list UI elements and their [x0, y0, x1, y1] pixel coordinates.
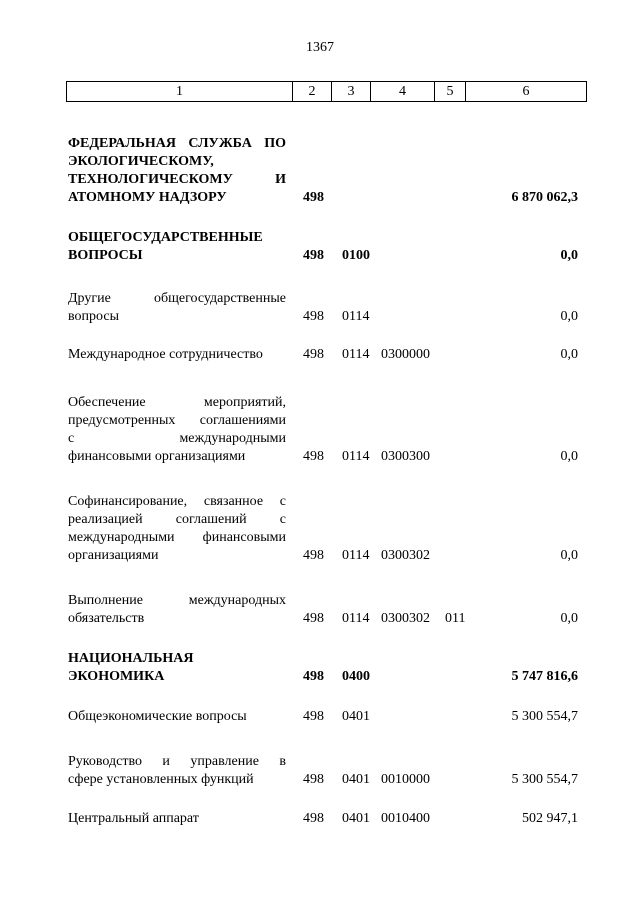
amount: 6 870 062,3 — [511, 190, 578, 205]
section-code: 0114 — [342, 548, 370, 563]
ministry-code: 498 — [303, 772, 324, 787]
ministry-code: 498 — [303, 669, 324, 684]
section-code: 0400 — [342, 669, 370, 684]
ministry-code: 498 — [303, 248, 324, 263]
section-code: 0401 — [342, 709, 370, 724]
row-title — [68, 708, 286, 726]
target-code: 0010400 — [381, 811, 430, 826]
budget-row-management — [0, 753, 640, 789]
target-code: 0300302 — [381, 548, 430, 563]
row-title — [68, 493, 286, 565]
budget-row-other-general-issues — [0, 290, 640, 326]
budget-row-international-obligations — [0, 592, 640, 628]
section-code: 0114 — [342, 449, 370, 464]
amount: 0,0 — [560, 611, 578, 626]
budget-row-central-office — [0, 810, 640, 828]
ministry-code: 498 — [303, 449, 324, 464]
ministry-code: 498 — [303, 811, 324, 826]
budget-row-general-economic — [0, 708, 640, 726]
row-title — [68, 290, 286, 326]
row-title-line: вопросы — [68, 309, 119, 324]
row-title — [68, 650, 286, 686]
row-title-line: ТЕХНОЛОГИЧЕСКОМУ И — [68, 172, 286, 187]
budget-row-national-economy — [0, 650, 640, 686]
row-title — [68, 394, 286, 466]
page-number: 1367 — [306, 40, 334, 55]
row-title-line: ОБЩЕГОСУДАРСТВЕННЫЕ — [68, 230, 263, 245]
ministry-code: 498 — [303, 190, 324, 205]
row-title-line: международными финансовыми — [68, 530, 286, 545]
row-title — [68, 346, 286, 364]
amount: 0,0 — [560, 309, 578, 324]
row-title-line: ВОПРОСЫ — [68, 248, 143, 263]
amount: 5 300 554,7 — [511, 772, 578, 787]
target-code: 0300000 — [381, 347, 430, 362]
target-code: 0300300 — [381, 449, 430, 464]
row-title-line: Обеспечение мероприятий, — [68, 395, 286, 410]
column-header-1: 1 — [67, 82, 293, 102]
row-title-line: Международное сотрудничество — [68, 347, 263, 362]
budget-row-federal-service — [0, 135, 640, 207]
section-code: 0401 — [342, 772, 370, 787]
row-title-line: организациями — [68, 548, 159, 563]
row-title-line: Выполнение международных — [68, 593, 286, 608]
budget-row-international-cooperation — [0, 346, 640, 364]
amount: 0,0 — [560, 347, 578, 362]
amount: 0,0 — [560, 449, 578, 464]
row-title-line: ЭКОНОМИКА — [68, 669, 165, 684]
ministry-code: 498 — [303, 548, 324, 563]
row-title — [68, 753, 286, 789]
column-header-4: 4 — [371, 82, 435, 102]
amount: 0,0 — [560, 548, 578, 563]
column-header-6: 6 — [466, 82, 587, 102]
row-title-line: ФЕДЕРАЛЬНАЯ СЛУЖБА ПО — [68, 136, 286, 151]
row-title-line: с международными — [68, 431, 286, 446]
section-code: 0114 — [342, 347, 370, 362]
target-code: 0010000 — [381, 772, 430, 787]
expense-type-code: 011 — [445, 611, 466, 626]
column-header-2: 2 — [293, 82, 332, 102]
row-title-line: Другие общегосударственные — [68, 291, 286, 306]
column-header-3: 3 — [332, 82, 371, 102]
row-title-line: Руководство и управление в — [68, 754, 286, 769]
section-code: 0401 — [342, 811, 370, 826]
amount: 5 747 816,6 — [511, 669, 578, 684]
row-title-line: обязательств — [68, 611, 145, 626]
row-title — [68, 592, 286, 628]
row-title-line: реализацией соглашений с — [68, 512, 286, 527]
row-title — [68, 229, 286, 265]
row-title-line: АТОМНОМУ НАДЗОРУ — [68, 190, 227, 205]
row-title-line: предусмотренных соглашениями — [68, 413, 286, 428]
row-title-line: финансовыми организациями — [68, 449, 246, 464]
row-title-line: Общеэкономические вопросы — [68, 709, 247, 724]
ministry-code: 498 — [303, 709, 324, 724]
amount: 502 947,1 — [522, 811, 578, 826]
row-title — [68, 810, 286, 828]
amount: 5 300 554,7 — [511, 709, 578, 724]
row-title-line: НАЦИОНАЛЬНАЯ — [68, 651, 194, 666]
row-title-line: Центральный аппарат — [68, 811, 199, 826]
ministry-code: 498 — [303, 611, 324, 626]
row-title-line: сфере установленных функций — [68, 772, 254, 787]
row-title-line: Софинансирование, связанное с — [68, 494, 286, 509]
column-header-row — [67, 82, 587, 102]
column-header-5: 5 — [435, 82, 466, 102]
column-header-table — [66, 81, 587, 102]
budget-row-general-issues — [0, 229, 640, 265]
budget-row-cofinancing — [0, 493, 640, 565]
section-code: 0100 — [342, 248, 370, 263]
row-title-line: ЭКОЛОГИЧЕСКОМУ, — [68, 154, 214, 169]
row-title — [68, 135, 286, 207]
target-code: 0300302 — [381, 611, 430, 626]
section-code: 0114 — [342, 611, 370, 626]
ministry-code: 498 — [303, 347, 324, 362]
budget-row-agreements-provision — [0, 394, 640, 466]
ministry-code: 498 — [303, 309, 324, 324]
section-code: 0114 — [342, 309, 370, 324]
amount: 0,0 — [560, 248, 578, 263]
